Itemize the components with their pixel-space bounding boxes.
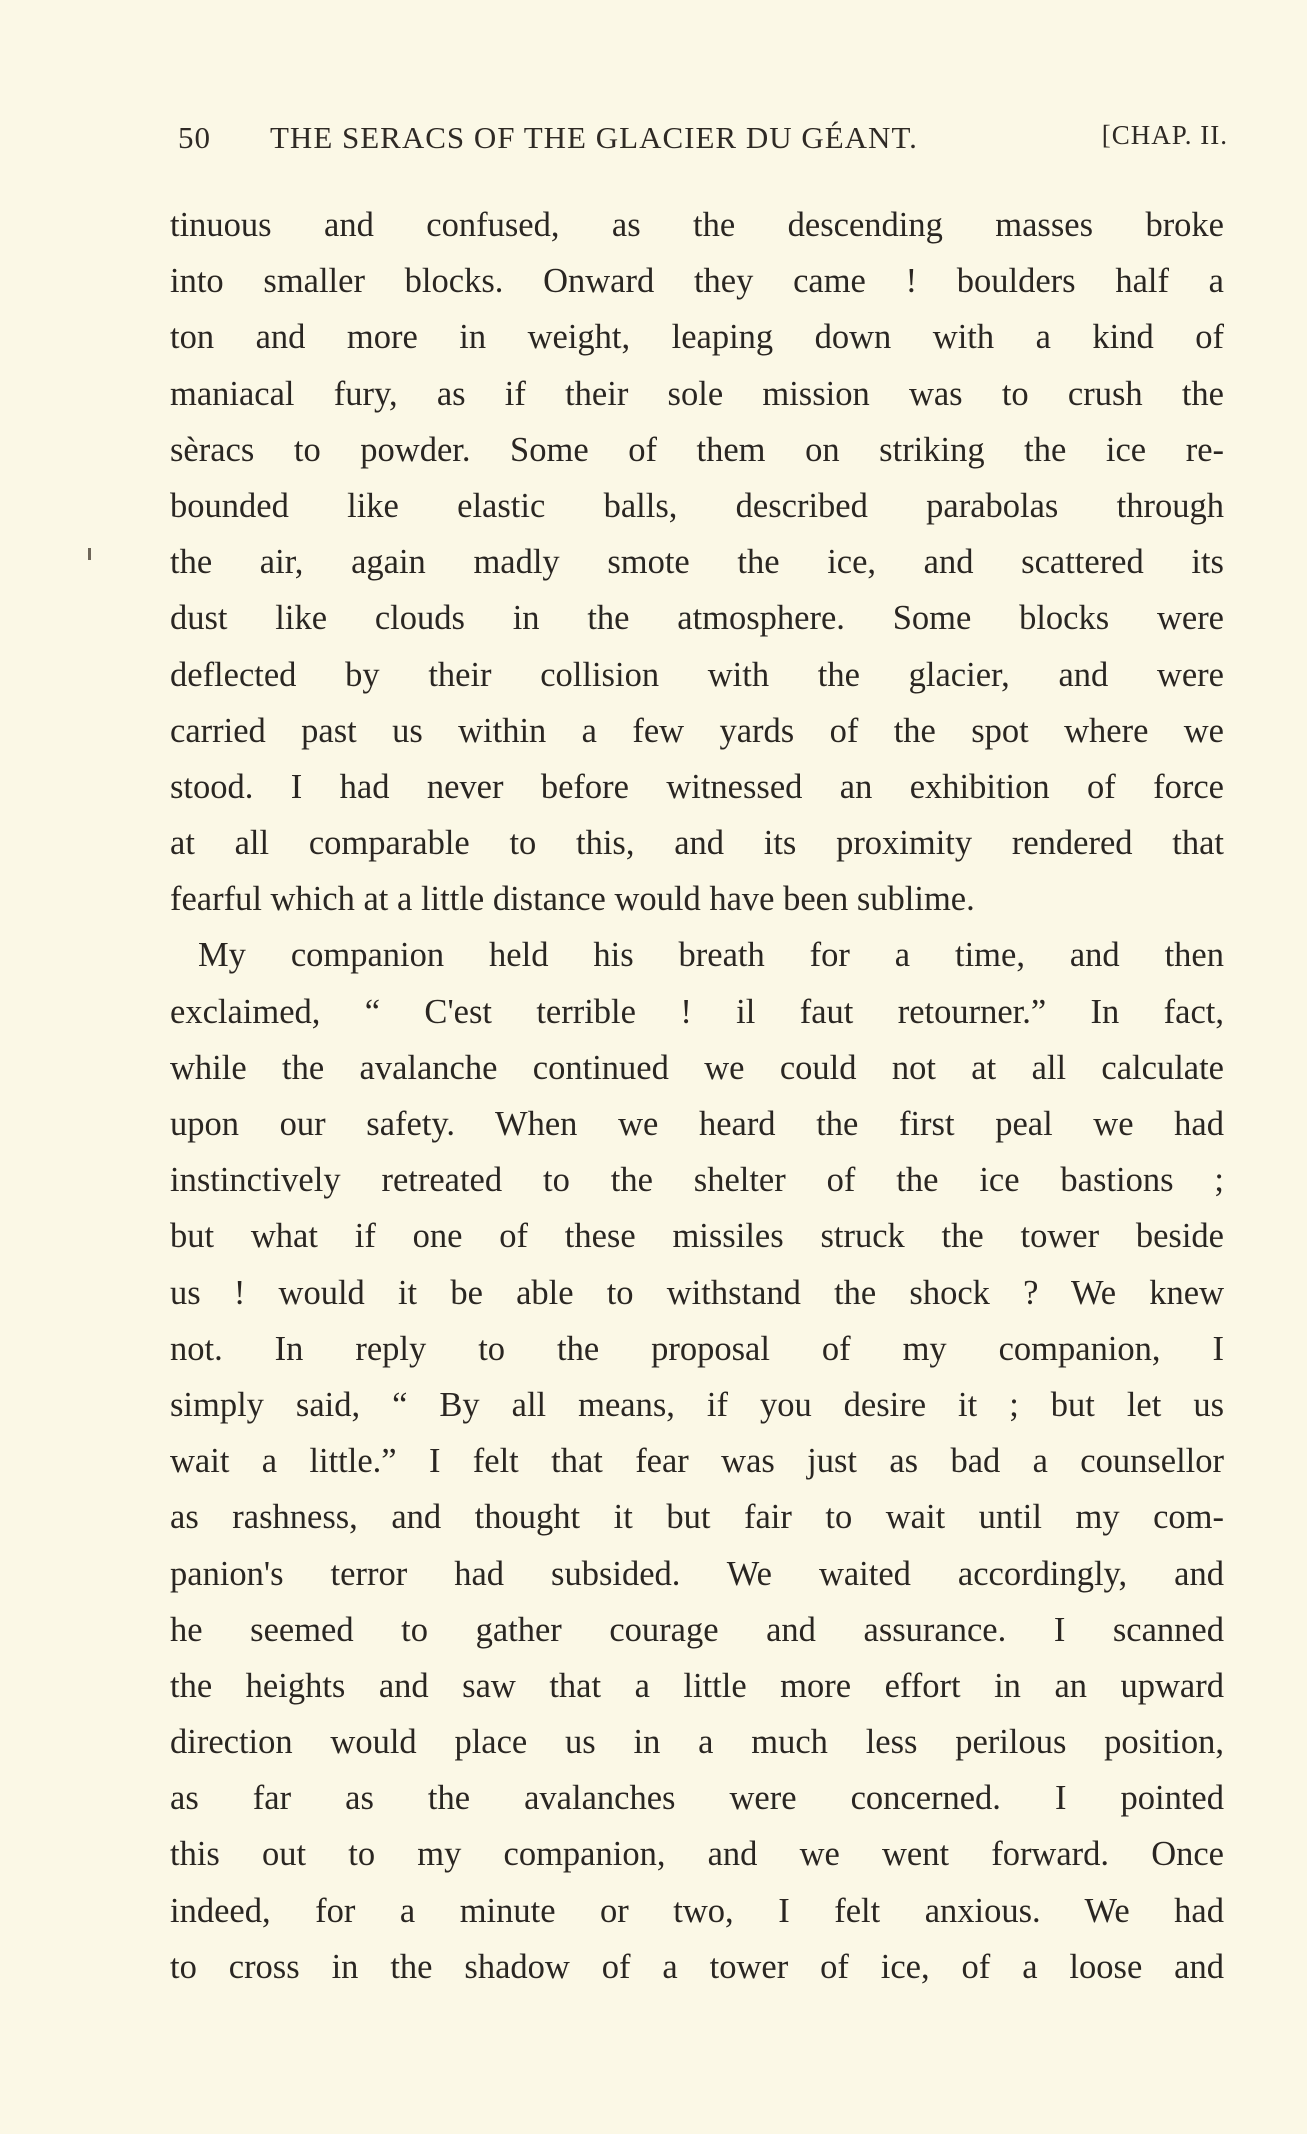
text-line: deflected by their collision with the glacier, and were bbox=[170, 655, 1224, 694]
text-line: sèracs to powder. Some of them on striking the ice re- bbox=[170, 430, 1224, 469]
text-line: panion's terror had subsided. We waited accordingly, and bbox=[170, 1554, 1224, 1593]
text-line: at all comparable to this, and its proximity rendered that bbox=[170, 824, 1224, 863]
text-line: instinctively retreated to the shelter of the ice bastions ; bbox=[170, 1161, 1224, 1200]
text-line: fearful which at a little distance would have been sublime. bbox=[170, 880, 975, 919]
text-line: direction would place us in a much less perilous position, bbox=[170, 1723, 1224, 1762]
text-line: stood. I had never before witnessed an exhibition of force bbox=[170, 767, 1224, 806]
text-line: exclaimed, “ C'est terrible ! il faut retourner.” In fact, bbox=[170, 992, 1224, 1031]
text-line: maniacal fury, as if their sole mission was to crush the bbox=[170, 374, 1224, 413]
text-line: carried past us within a few yards of the spot where we bbox=[170, 711, 1224, 750]
chapter-reference: [CHAP. II. bbox=[1101, 120, 1228, 150]
text-line: My companion held his breath for a time, and then bbox=[198, 936, 1224, 975]
text-line: upon our safety. When we heard the first peal we had bbox=[170, 1105, 1224, 1143]
text-line: the air, again madly smote the ice, and scattered its bbox=[170, 543, 1224, 582]
text-line: into smaller blocks. Onward they came ! boulders half a bbox=[170, 262, 1224, 301]
text-line: tinuous and confused, as the descending masses broke bbox=[170, 206, 1224, 244]
text-line: not. In reply to the proposal of my companion, I bbox=[170, 1329, 1224, 1368]
text-line: simply said, “ By all means, if you desire it ; but let us bbox=[170, 1385, 1224, 1424]
text-line: to cross in the shadow of a tower of ice, of a loose and bbox=[170, 1947, 1224, 1986]
text-line: while the avalanche continued we could not at all calculate bbox=[170, 1048, 1224, 1087]
body-text bbox=[170, 197, 1224, 1995]
text-line: wait a little.” I felt that fear was just as bad a counsellor bbox=[170, 1442, 1224, 1481]
text-line: bounded like elastic balls, described parabolas through bbox=[170, 486, 1224, 525]
page-number: 50 bbox=[178, 120, 211, 155]
margin-mark bbox=[88, 548, 91, 560]
text-line: as rashness, and thought it but fair to wait until my com- bbox=[170, 1498, 1224, 1537]
text-line: he seemed to gather courage and assurance. I scanned bbox=[170, 1610, 1224, 1649]
text-line: dust like clouds in the atmosphere. Some blocks were bbox=[170, 599, 1224, 638]
text-line: but what if one of these missiles struck the tower beside bbox=[170, 1217, 1224, 1256]
text-line: us ! would it be able to withstand the shock ? We knew bbox=[170, 1273, 1224, 1312]
text-line: the heights and saw that a little more effort in an upward bbox=[170, 1666, 1224, 1705]
text-line: this out to my companion, and we went forward. Once bbox=[170, 1835, 1224, 1874]
text-line: as far as the avalanches were concerned. I pointed bbox=[170, 1779, 1224, 1818]
text-line: indeed, for a minute or two, I felt anxious. We had bbox=[170, 1891, 1224, 1930]
text-line: ton and more in weight, leaping down with a kind of bbox=[170, 318, 1224, 357]
chapter-title: THE SERACS OF THE GLACIER DU GÉANT. bbox=[270, 120, 918, 155]
running-head bbox=[178, 120, 1228, 160]
